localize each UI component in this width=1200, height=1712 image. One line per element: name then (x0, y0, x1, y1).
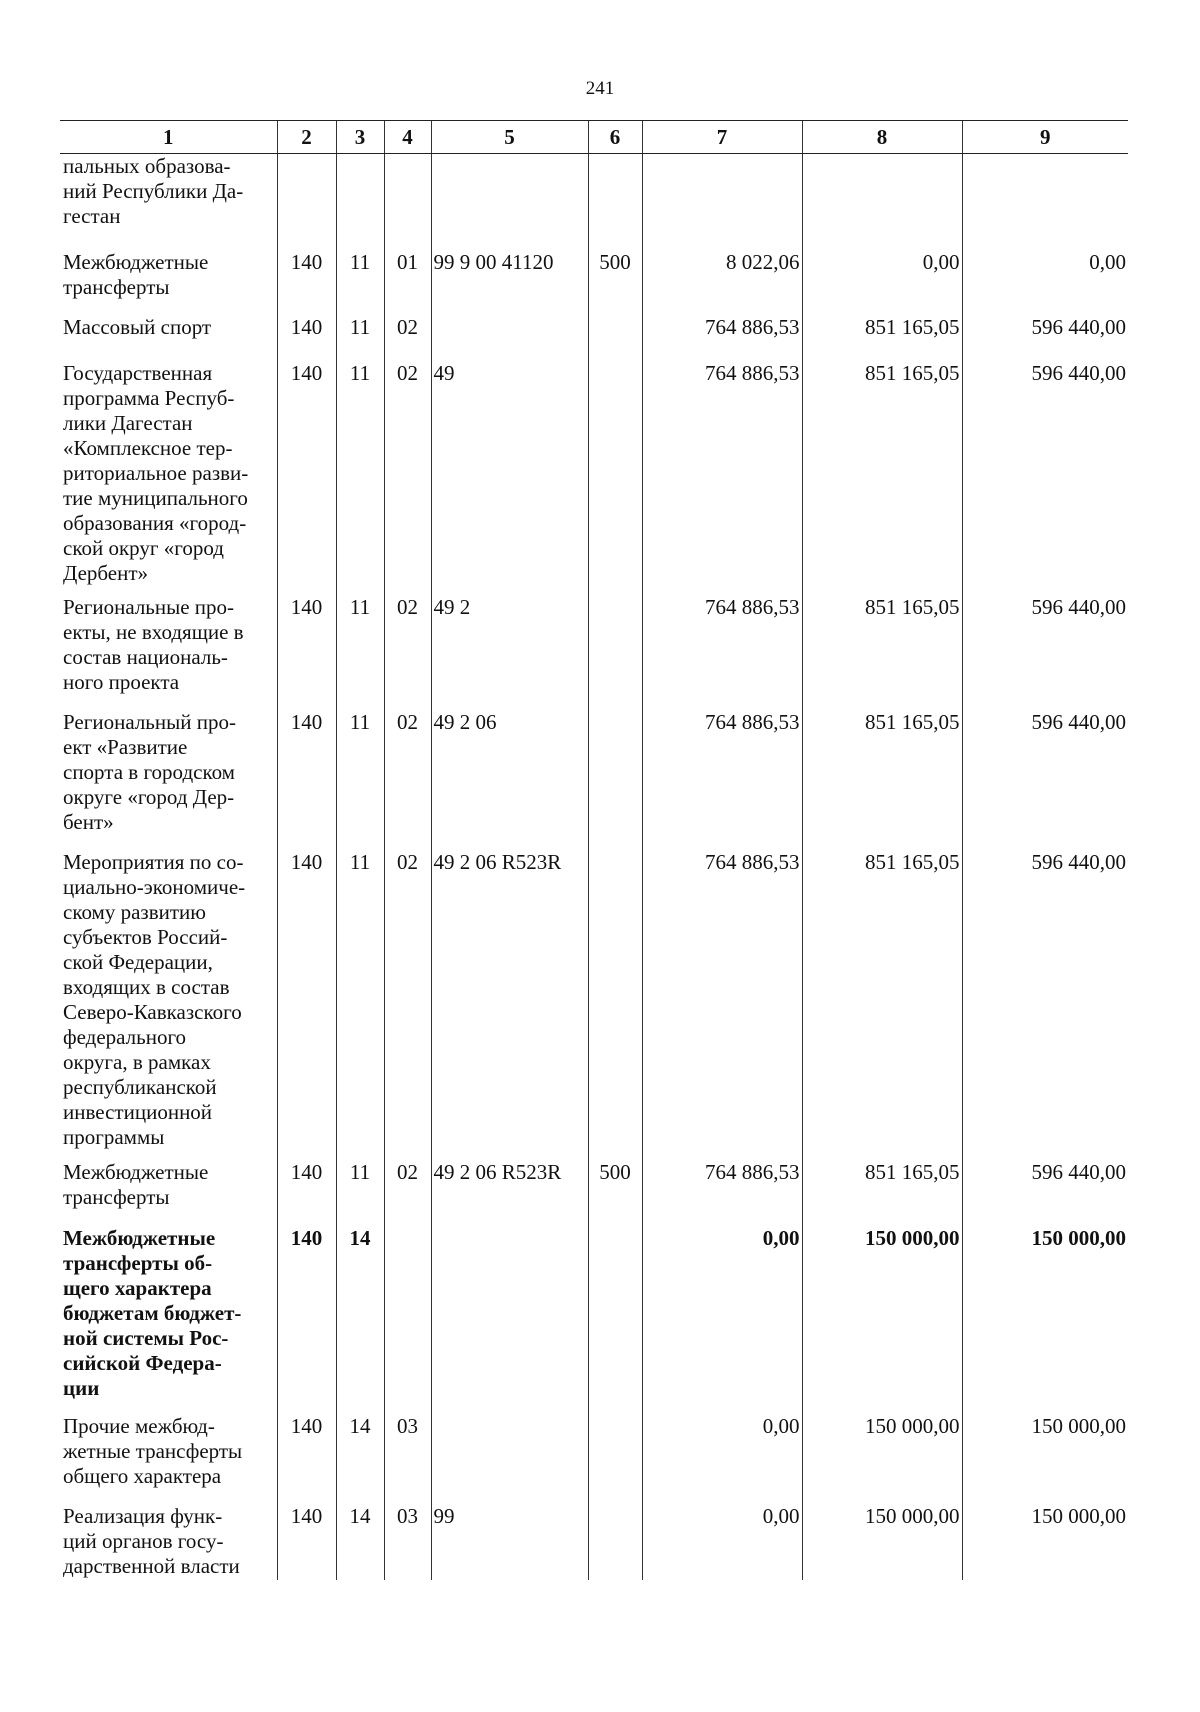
cell-col-9: 596 440,00 (962, 1160, 1128, 1226)
row-description: Межбюджетные трансферты (63, 1159, 209, 1209)
table-row (60, 595, 1128, 710)
row-description: Региональные про- екты, не входящие в состав националь- ного проекта (63, 594, 244, 694)
cell-col-9: 150 000,00 (962, 1504, 1128, 1580)
cell-col-9: 150 000,00 (962, 1226, 1128, 1414)
cell-col-6 (588, 1414, 642, 1504)
table-row (60, 1160, 1128, 1226)
cell-col-8: 851 165,05 (802, 850, 962, 1160)
row-description: Государственная программа Респуб- лики Дагестан «Комплексное тер- риториальное разви- тие муниципального образования «город- ской округ «город Дербент» (63, 360, 249, 585)
cell-col-4 (384, 154, 431, 250)
cell-col-4: 02 (384, 315, 431, 361)
table-row (60, 315, 1128, 361)
cell-col-4 (384, 1226, 431, 1414)
cell-col-2: 140 (277, 1504, 336, 1580)
cell-col-7: 764 886,53 (642, 361, 802, 595)
cell-col-5 (431, 154, 588, 250)
cell-col-3: 11 (336, 250, 384, 315)
cell-col-3 (336, 154, 384, 250)
cell-col-3: 11 (336, 710, 384, 850)
cell-col-4: 02 (384, 1160, 431, 1226)
cell-col-7: 764 886,53 (642, 850, 802, 1160)
cell-col-8: 851 165,05 (802, 361, 962, 595)
cell-col-9: 150 000,00 (962, 1414, 1128, 1504)
table-row (60, 710, 1128, 850)
cell-col-3: 11 (336, 315, 384, 361)
column-header: 9 (962, 121, 1128, 154)
row-description: Межбюджетные трансферты (63, 249, 209, 299)
cell-col-6 (588, 1226, 642, 1414)
cell-col-3: 11 (336, 850, 384, 1160)
cell-col-6 (588, 361, 642, 595)
row-description: Мероприятия по со- циально-экономиче- скому развитию субъектов Россий- ской Федерации, входящих в состав Северо-Кавказского федерального округа, в рамках республиканской инвестиционной программы (63, 849, 246, 1149)
table-body (60, 154, 1128, 1580)
cell-col-8: 150 000,00 (802, 1226, 962, 1414)
cell-col-9: 596 440,00 (962, 850, 1128, 1160)
row-description: Региональный про- ект «Развитие спорта в городском округе «город Дер- бент» (63, 709, 236, 834)
cell-col-3: 14 (336, 1226, 384, 1414)
cell-col-3: 11 (336, 361, 384, 595)
cell-col-5 (431, 1414, 588, 1504)
cell-col-5: 49 (431, 361, 588, 595)
column-header: 5 (431, 121, 588, 154)
cell-col-7: 0,00 (642, 1226, 802, 1414)
row-description: Массовый спорт (63, 314, 212, 339)
column-header: 3 (336, 121, 384, 154)
cell-col-4: 03 (384, 1504, 431, 1580)
cell-col-5: 49 2 (431, 595, 588, 710)
cell-col-8: 150 000,00 (802, 1504, 962, 1580)
cell-col-7: 0,00 (642, 1414, 802, 1504)
budget-table (60, 120, 1128, 1580)
column-header: 4 (384, 121, 431, 154)
cell-col-9: 0,00 (962, 250, 1128, 315)
cell-col-5 (431, 1226, 588, 1414)
cell-col-6 (588, 850, 642, 1160)
cell-col-9: 596 440,00 (962, 315, 1128, 361)
cell-col-2: 140 (277, 361, 336, 595)
cell-col-7: 764 886,53 (642, 710, 802, 850)
cell-col-8: 851 165,05 (802, 595, 962, 710)
column-header: 6 (588, 121, 642, 154)
cell-col-5: 99 9 00 41120 (431, 250, 588, 315)
cell-col-6 (588, 710, 642, 850)
column-header: 1 (60, 121, 277, 154)
column-header: 8 (802, 121, 962, 154)
cell-col-7: 764 886,53 (642, 315, 802, 361)
cell-col-9: 596 440,00 (962, 361, 1128, 595)
cell-col-9: 596 440,00 (962, 595, 1128, 710)
table-row (60, 1414, 1128, 1504)
cell-col-7: 8 022,06 (642, 250, 802, 315)
column-header: 2 (277, 121, 336, 154)
cell-col-7: 0,00 (642, 1504, 802, 1580)
cell-col-6 (588, 595, 642, 710)
cell-col-3: 11 (336, 1160, 384, 1226)
table-row (60, 1504, 1128, 1580)
cell-col-2: 140 (277, 250, 336, 315)
cell-col-8: 851 165,05 (802, 710, 962, 850)
cell-col-2 (277, 154, 336, 250)
cell-col-9 (962, 154, 1128, 250)
cell-col-4: 02 (384, 850, 431, 1160)
cell-col-2: 140 (277, 595, 336, 710)
cell-col-2: 140 (277, 315, 336, 361)
cell-col-7: 764 886,53 (642, 595, 802, 710)
cell-col-3: 11 (336, 595, 384, 710)
row-description: Межбюджетные трансферты об- щего характера бюджетам бюджет- ной системы Рос- сийской Федера- ции (63, 1225, 242, 1400)
cell-col-8 (802, 154, 962, 250)
cell-col-8: 851 165,05 (802, 315, 962, 361)
cell-col-4: 01 (384, 250, 431, 315)
cell-col-3: 14 (336, 1414, 384, 1504)
table-row (60, 361, 1128, 595)
cell-col-6 (588, 1504, 642, 1580)
page-number: 241 (585, 78, 615, 99)
cell-col-8: 150 000,00 (802, 1414, 962, 1504)
cell-col-4: 02 (384, 595, 431, 710)
budget-table-container (60, 120, 1128, 1580)
cell-col-5: 99 (431, 1504, 588, 1580)
table-row (60, 850, 1128, 1160)
cell-col-2: 140 (277, 850, 336, 1160)
row-description: Прочие межбюд- жетные трансферты общего характера (63, 1413, 243, 1488)
cell-col-6 (588, 154, 642, 250)
cell-col-8: 0,00 (802, 250, 962, 315)
cell-col-7 (642, 154, 802, 250)
cell-col-6: 500 (588, 250, 642, 315)
cell-col-4: 03 (384, 1414, 431, 1504)
cell-col-2: 140 (277, 1226, 336, 1414)
table-row (60, 1226, 1128, 1414)
cell-col-5: 49 2 06 R523R (431, 1160, 588, 1226)
cell-col-9: 596 440,00 (962, 710, 1128, 850)
cell-col-5: 49 2 06 (431, 710, 588, 850)
cell-col-8: 851 165,05 (802, 1160, 962, 1226)
cell-col-3: 14 (336, 1504, 384, 1580)
table-row (60, 154, 1128, 250)
cell-col-5 (431, 315, 588, 361)
cell-col-2: 140 (277, 710, 336, 850)
cell-col-5: 49 2 06 R523R (431, 850, 588, 1160)
cell-col-2: 140 (277, 1160, 336, 1226)
cell-col-2: 140 (277, 1414, 336, 1504)
cell-col-4: 02 (384, 710, 431, 850)
cell-col-7: 764 886,53 (642, 1160, 802, 1226)
cell-col-6: 500 (588, 1160, 642, 1226)
column-header: 7 (642, 121, 802, 154)
table-header-row (60, 121, 1128, 154)
table-row (60, 250, 1128, 315)
row-description: Реализация функ- ций органов госу- дарственной власти (63, 1503, 240, 1578)
row-description: пальных образова- ний Республики Да- гестан (63, 154, 244, 228)
cell-col-6 (588, 315, 642, 361)
cell-col-4: 02 (384, 361, 431, 595)
